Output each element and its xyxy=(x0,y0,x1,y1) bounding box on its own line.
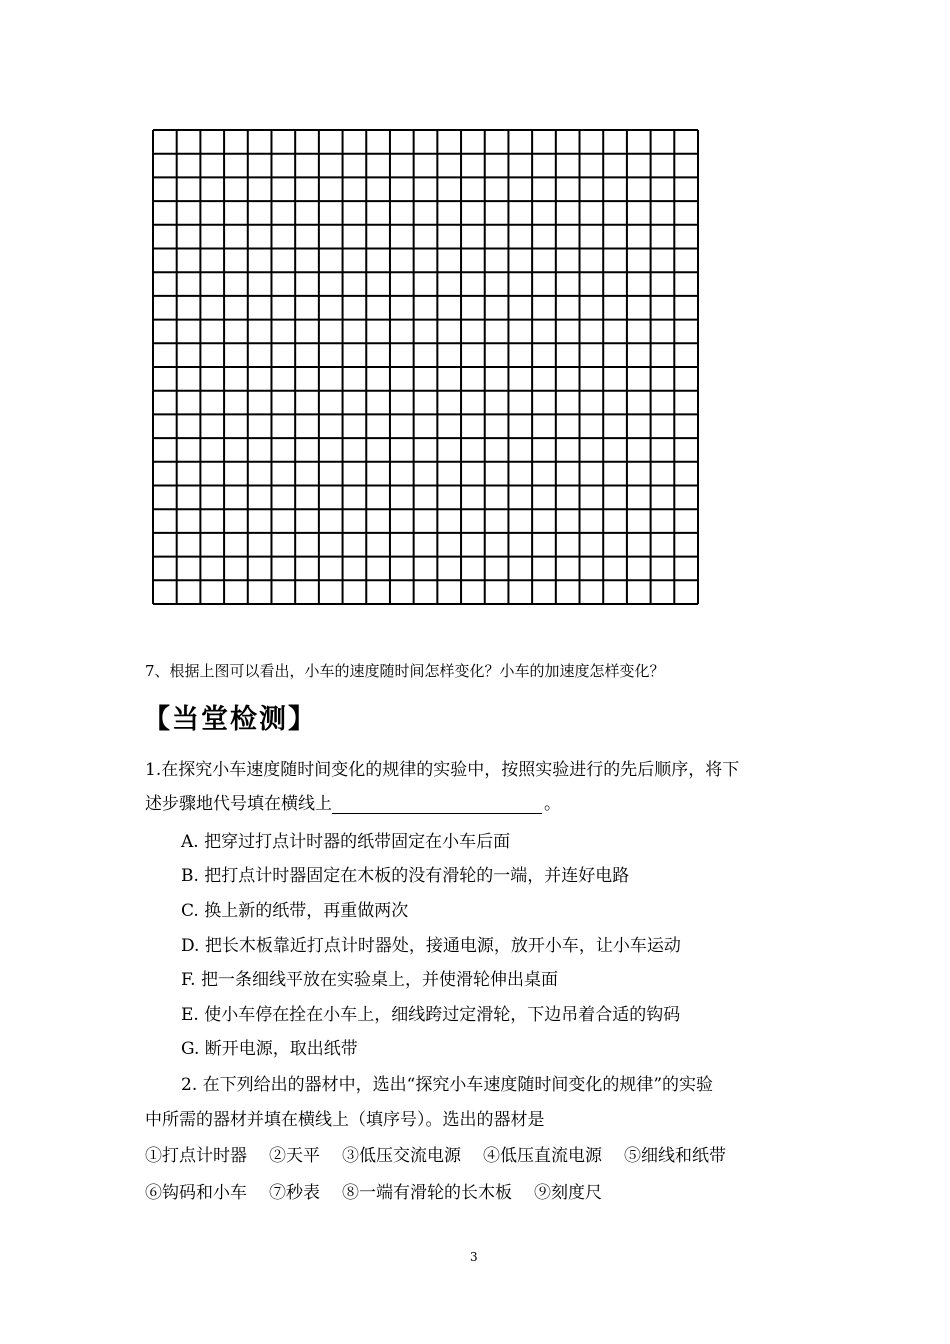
step-c: C. 换上新的纸带，再重做两次 xyxy=(181,901,409,921)
equipment-item: ①打点计时器 xyxy=(145,1146,247,1166)
graph-paper-grid xyxy=(152,129,699,606)
equipment-row-1 xyxy=(145,1141,726,1166)
step-b: B. 把打点计时器固定在木板的没有滑轮的一端，并连好电路 xyxy=(181,866,630,886)
section-heading: 【当堂检测】 xyxy=(143,704,317,735)
equipment-item: ⑤细线和纸带 xyxy=(624,1146,726,1166)
q2-line1: 2. 在下列给出的器材中，选出“探究小车速度随时间变化的规律”的实验 xyxy=(181,1075,714,1095)
step-e: E. 使小车停在拴在小车上，细线跨过定滑轮，下边吊着合适的钩码 xyxy=(181,1005,681,1025)
equipment-row-2 xyxy=(145,1178,602,1203)
equipment-item: ②天平 xyxy=(269,1146,320,1166)
step-a: A. 把穿过打点计时器的纸带固定在小车后面 xyxy=(181,832,511,852)
equipment-item: ③低压交流电源 xyxy=(342,1146,461,1166)
q1-line2 xyxy=(145,789,561,814)
step-f: F. 把一条细线平放在实验桌上，并使滑轮伸出桌面 xyxy=(181,970,558,990)
page-number: 3 xyxy=(470,1250,478,1264)
answer-blank[interactable] xyxy=(332,795,542,814)
q1-line2-prefix: 述步骤地代号填在横线上 xyxy=(145,794,332,814)
q1-line2-suffix: 。 xyxy=(544,794,561,814)
question-7: 7、根据上图可以看出，小车的速度随时间怎样变化？小车的加速度怎样变化？ xyxy=(145,662,665,680)
equipment-item: ⑨刻度尺 xyxy=(534,1183,602,1203)
equipment-item: ⑥钩码和小车 xyxy=(145,1183,247,1203)
equipment-item: ④低压直流电源 xyxy=(483,1146,602,1166)
q1-line1: 1.在探究小车速度随时间变化的规律的实验中，按照实验进行的先后顺序，将下 xyxy=(145,760,740,780)
equipment-item: ⑧一端有滑轮的长木板 xyxy=(342,1183,512,1203)
step-d: D. 把长木板靠近打点计时器处，接通电源，放开小车，让小车运动 xyxy=(181,936,681,956)
equipment-item: ⑦秒表 xyxy=(269,1183,320,1203)
q2-line2: 中所需的器材并填在横线上（填序号）。选出的器材是 xyxy=(145,1110,545,1130)
step-g: G. 断开电源，取出纸带 xyxy=(181,1039,358,1059)
